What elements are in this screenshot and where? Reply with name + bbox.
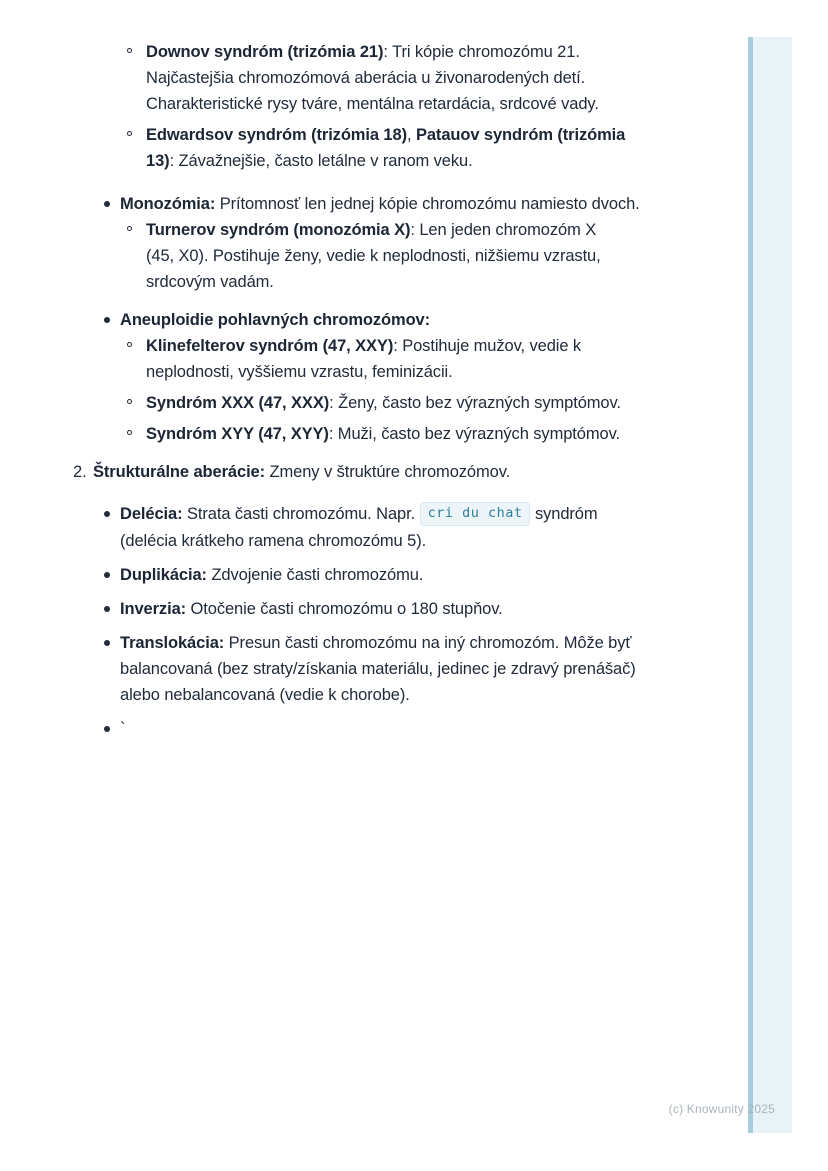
definition: Presun časti chromozómu na iný chromozóm. Môže byť balancovaná (bez straty/získania materiálu, jedinec je zdravý prenášač) alebo nebalancovaná (vedie k chorobe).: [120, 634, 636, 704]
definition: Otočenie časti chromozómu o 180 stupňov.: [186, 600, 503, 618]
disc-bullet-icon: [104, 606, 110, 612]
sex-aneuploidy-sublist: [120, 333, 640, 447]
term: Syndróm XYY (47, XYY): [146, 425, 329, 443]
list-item-edwards-patau: [55, 122, 640, 174]
term: Štrukturálne aberácie:: [93, 463, 266, 481]
item-text: `: [120, 720, 126, 738]
definition: : Postihuje mužov, vedie k neplodnosti, vyššiemu vzrastu, feminizácii.: [146, 337, 582, 381]
term: Patauov syndróm (trizómia 13): [146, 126, 626, 170]
circle-bullet-icon: [127, 342, 132, 347]
adjacent-page-edge: [748, 37, 792, 1133]
term: Turnerov syndróm (monozómia X): [146, 221, 411, 239]
item-text: [120, 195, 640, 213]
definition: Zdvojenie časti chromozómu.: [206, 566, 424, 584]
document-body: [55, 39, 640, 750]
list-item-klinefelter: [120, 333, 640, 385]
monozomia-sublist: [120, 217, 640, 295]
list-item-turner: [120, 217, 640, 295]
item-text: [146, 337, 581, 381]
copyright-footer: (c) Knowunity 2025: [668, 1102, 775, 1116]
definition: Prítomnosť len jednej kópie chromozómu namiesto dvoch.: [215, 195, 640, 213]
definition: : Ženy, často bez výrazných symptómov.: [329, 394, 621, 412]
circle-bullet-icon: [127, 226, 132, 231]
term: Duplikácia:: [120, 566, 207, 584]
definition: syndróm (delécia krátkeho ramena chromozómu 5).: [120, 505, 598, 550]
term: Inverzia:: [120, 600, 187, 618]
item-text: [146, 394, 621, 412]
aneuploidy-list: [55, 191, 640, 447]
list-item-stray-backtick: [93, 716, 640, 742]
list-item-translokacia: [93, 630, 640, 708]
item-text: [120, 311, 430, 329]
list-item-monozomia: [55, 191, 640, 295]
definition: : Tri kópie chromozómu 21. Najčastejšia chromozómová aberácia u živonarodených detí. Charakteristické rysy tváre, mentálna retardácia, srdcové vady.: [146, 43, 599, 113]
item-text: [146, 221, 601, 291]
item-text: [93, 463, 510, 481]
disc-bullet-icon: [104, 640, 110, 646]
definition: : Závažnejšie, často letálne v ranom veku.: [169, 152, 473, 170]
item-text: [120, 634, 636, 704]
list-item-sex-aneuploidy: [55, 307, 640, 447]
inline-code-chip: cri du chat: [420, 502, 531, 526]
circle-bullet-icon: [127, 48, 132, 53]
item-text: [120, 505, 598, 550]
disc-bullet-icon: [104, 726, 110, 732]
item-text: [120, 600, 503, 618]
disc-bullet-icon: [104, 511, 110, 517]
list-item-xxx: [120, 390, 640, 416]
page-edge-border: [748, 37, 753, 1133]
structural-sublist: [93, 501, 640, 742]
separator: ,: [406, 126, 416, 144]
disc-bullet-icon: [104, 317, 110, 323]
list-item-downov: [55, 39, 640, 117]
circle-bullet-icon: [127, 430, 132, 435]
term: Downov syndróm (trizómia 21): [146, 43, 384, 61]
definition: Strata časti chromozómu. Napr.: [182, 505, 420, 523]
definition: : Muži, často bez výrazných symptómov.: [328, 425, 620, 443]
term: Delécia:: [120, 505, 183, 523]
item-text: [120, 566, 423, 584]
term: Aneuploidie pohlavných chromozómov:: [120, 311, 431, 329]
term: Edwardsov syndróm (trizómia 18): [146, 126, 407, 144]
circle-bullet-icon: [127, 131, 132, 136]
term: Monozómia:: [120, 195, 216, 213]
list-item-xyy: [120, 421, 640, 447]
structural-aberrations-section: [55, 459, 640, 742]
trisomy-examples-list: [55, 39, 640, 174]
list-number: 2.: [73, 463, 87, 481]
term: Translokácia:: [120, 634, 225, 652]
list-item-inverzia: [93, 596, 640, 622]
term: Syndróm XXX (47, XXX): [146, 394, 330, 412]
disc-bullet-icon: [104, 201, 110, 207]
list-item-duplikacia: [93, 562, 640, 588]
term: Klinefelterov syndróm (47, XXY): [146, 337, 394, 355]
list-item-delecia: [93, 501, 640, 554]
definition: : Len jeden chromozóm X (45, X0). Postihuje ženy, vedie k neplodnosti, nižšiemu vzrastu, srdcovým vadám.: [146, 221, 601, 291]
item-text: [146, 425, 620, 443]
item-text: [146, 126, 625, 170]
item-text: [146, 43, 599, 113]
definition: Zmeny v štruktúre chromozómov.: [265, 463, 511, 481]
list-item-structural: [55, 459, 640, 742]
disc-bullet-icon: [104, 572, 110, 578]
circle-bullet-icon: [127, 399, 132, 404]
